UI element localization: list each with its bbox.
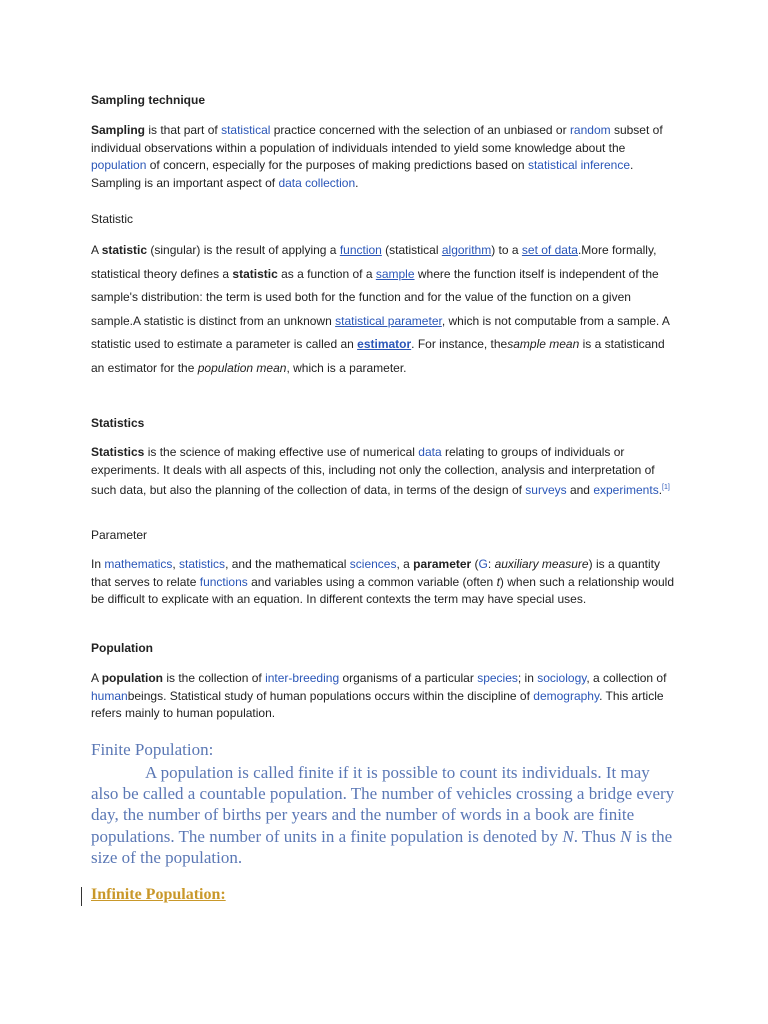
paragraph-finite-population: [91, 762, 681, 868]
text: and: [566, 483, 594, 497]
text: practice concerned with the selection of an unbiased or: [270, 123, 570, 137]
link-statistics[interactable]: statistics: [179, 557, 226, 571]
text: beings. Statistical study of human populations occurs within the discipline of: [127, 688, 534, 703]
text: . For instance, the: [411, 337, 508, 351]
link-set-of-data[interactable]: set of data: [521, 243, 578, 257]
text: where the function itself is independent of the sample's distribution: the term is used both for the function and for the value of the function on a given sample.A statistic is distinct from an unknown: [91, 266, 659, 328]
text: :: [487, 557, 495, 571]
term-n-2: N: [620, 826, 632, 846]
text: ,: [172, 557, 180, 571]
link-population[interactable]: population: [91, 158, 147, 172]
text: organisms of a particular: [339, 671, 478, 685]
text-cursor: [81, 887, 82, 906]
link-sociology[interactable]: sociology: [537, 671, 587, 685]
text: is a statisticand an estimator for the: [91, 337, 665, 375]
heading-sampling-technique: Sampling technique: [91, 93, 206, 107]
text: A population is called finite if it is possible to count its individuals. It may also be called a countable population. The number of vehicles crossing a bridge every day, the number of births per years and the number of words in a book are finite populations. The number of units in a finite population is denoted by: [91, 763, 675, 846]
term-sampling: Sampling: [91, 123, 146, 137]
link-random[interactable]: random: [569, 123, 611, 137]
text: relating to groups of individuals or experiments. It deals with all aspects of this, including not only the collection, analysis and interpretation of such data, but also the planning of the collection of data, in terms of the design of: [91, 445, 655, 497]
link-statistical-inference[interactable]: statistical inference: [527, 158, 630, 172]
text: ) to a: [491, 243, 522, 257]
link-inter-breeding[interactable]: inter-breeding: [265, 671, 340, 685]
heading-parameter: Parameter: [91, 528, 148, 542]
term-auxiliary-measure: auxiliary measure: [494, 557, 589, 571]
heading-population: Population: [91, 641, 153, 655]
link-statistical[interactable]: statistical: [221, 123, 271, 137]
term-t: t: [496, 574, 500, 589]
text: (statistical: [381, 243, 442, 257]
text: .More formally, statistical theory defines a: [91, 243, 657, 281]
text: , and the mathematical: [225, 557, 350, 571]
link-statistical-parameter[interactable]: statistical parameter: [335, 313, 442, 328]
link-experiments[interactable]: experiments: [593, 483, 659, 497]
paragraph-statistic: [91, 239, 681, 380]
link-species[interactable]: species: [477, 671, 518, 685]
text: .: [658, 483, 663, 497]
link-demography[interactable]: demography: [533, 688, 600, 703]
term-n: N: [562, 826, 574, 846]
term-statistic: statistic: [101, 243, 148, 257]
term-statistic-2: statistic: [232, 266, 278, 281]
text: , a: [396, 557, 414, 571]
term-parameter: parameter: [413, 557, 472, 571]
text: is that part of: [145, 123, 222, 137]
text: as a function of a: [277, 266, 376, 281]
text: .: [355, 175, 359, 190]
text: is the collection of: [163, 671, 266, 685]
heading-infinite-population: Infinite Population:: [91, 886, 226, 903]
text: . Thus: [573, 826, 621, 846]
paragraph-parameter: [91, 556, 681, 609]
text: , which is not computable from a sample. A statistic used to estimate a parameter is called an: [91, 313, 670, 351]
text: ) is a quantity that serves to relate: [91, 557, 660, 589]
text: (singular) is the result of applying a: [147, 243, 340, 257]
term-population: population: [101, 671, 164, 685]
text: A: [91, 243, 102, 257]
term-statistics: Statistics: [91, 445, 145, 459]
link-function[interactable]: function: [339, 243, 382, 257]
heading-statistic: Statistic: [91, 212, 134, 226]
text: is the science of making effective use of numerical: [144, 445, 419, 459]
paragraph-sampling: [91, 122, 681, 192]
paragraph-population: [91, 670, 681, 723]
link-human[interactable]: human: [91, 688, 128, 703]
text: A: [91, 671, 102, 685]
text: ) when such a relationship would be difficult to explicate with an equation. In different contexts the term may have special uses.: [91, 574, 675, 606]
link-data[interactable]: data: [418, 445, 442, 459]
text: is the size of the population.: [91, 826, 673, 867]
text: . Sampling is an important aspect of: [91, 158, 634, 190]
link-sample[interactable]: sample: [375, 266, 415, 281]
heading-finite-population: Finite Population:: [91, 740, 214, 759]
text: of concern, especially for the purposes of making predictions based on: [146, 158, 528, 172]
text: , a collection of: [586, 671, 667, 685]
paragraph-statistics: [91, 444, 681, 500]
link-estimator[interactable]: estimator: [357, 337, 412, 351]
term-population-mean: population mean: [197, 360, 287, 375]
term-sample-mean: sample mean: [507, 337, 580, 351]
link-algorithm[interactable]: algorithm: [441, 243, 492, 257]
link-surveys[interactable]: surveys: [525, 483, 567, 497]
text: In: [91, 557, 105, 571]
text: . This article refers mainly to human population.: [91, 688, 664, 720]
link-mathematics[interactable]: mathematics: [104, 557, 173, 571]
link-data-collection[interactable]: data collection: [278, 175, 356, 190]
heading-statistics: Statistics: [91, 416, 145, 430]
link-functions[interactable]: functions: [199, 574, 248, 589]
text: and variables using a common variable (often: [247, 574, 497, 589]
text: subset of individual observations within a population of individuals intended to yield some knowledge about the: [91, 123, 663, 155]
footnote-ref[interactable]: [1]: [662, 484, 670, 491]
text: (: [471, 557, 479, 571]
link-sciences[interactable]: sciences: [349, 557, 397, 571]
text: ; in: [517, 671, 538, 685]
text: , which is a parameter.: [286, 360, 407, 375]
link-g[interactable]: G: [478, 557, 488, 571]
